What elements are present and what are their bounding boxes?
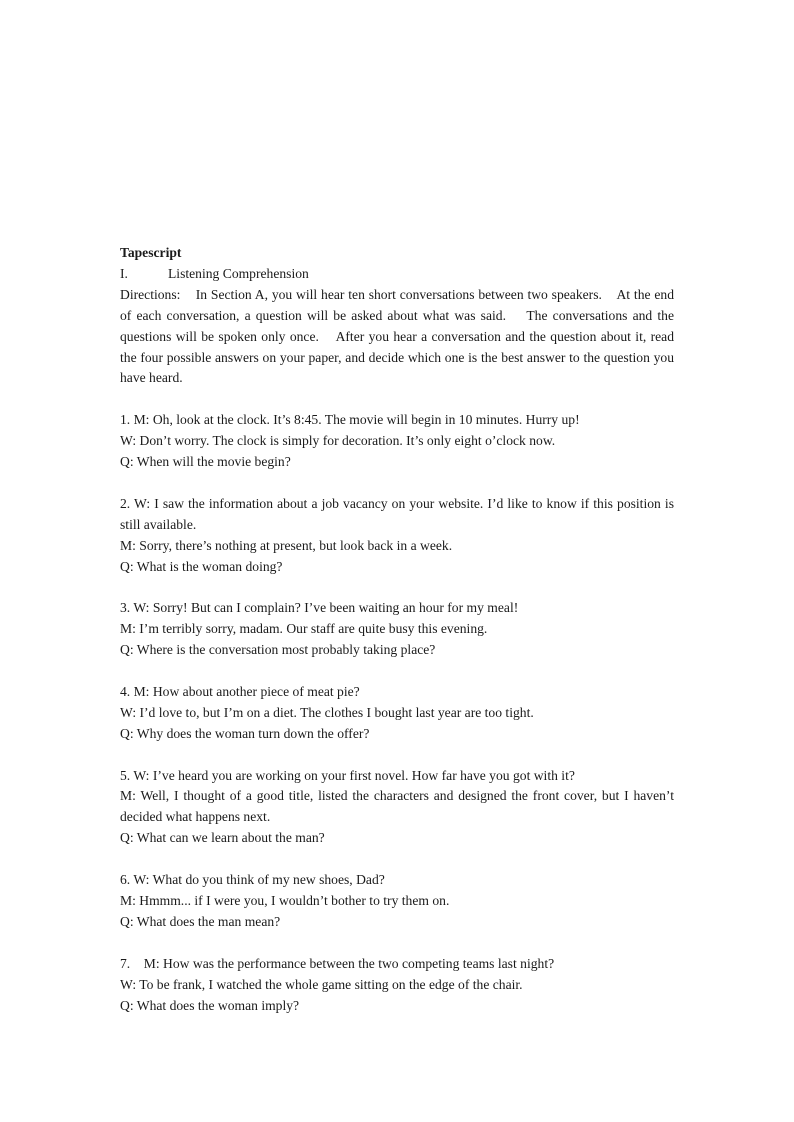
conversation-3 [120,598,674,661]
conversation-1 [120,410,674,473]
conversation-line: M: Well, I thought of a good title, listed the characters and designed the front cover, but I haven’t decided what happens next. [120,788,674,825]
conversation-line: 4. M: How about another piece of meat pie? [120,683,360,699]
conversation-5 [120,766,674,850]
section-number: I. [120,265,128,281]
conversation-question: Q: What does the man mean? [120,913,281,929]
conversation-line: W: Don’t worry. The clock is simply for decoration. It’s only eight o’clock now. [120,433,556,449]
conversation-question: Q: What can we learn about the man? [120,830,325,846]
conversation-4 [120,682,674,745]
conversation-line: 3. W: Sorry! But can I complain? I’ve been waiting an hour for my meal! [120,600,519,616]
conversation-question: Q: Why does the woman turn down the offer? [120,725,370,741]
conversation-line: 6. W: What do you think of my new shoes, Dad? [120,872,385,888]
conversation-6 [120,870,674,933]
conversation-line: 7. M: How was the performance between the two competing teams last night? [120,955,555,971]
conversation-question: Q: Where is the conversation most probably taking place? [120,642,436,658]
conversation-line: 1. M: Oh, look at the clock. It’s 8:45. The movie will begin in 10 minutes. Hurry up! [120,412,580,428]
conversation-line: W: I’d love to, but I’m on a diet. The clothes I bought last year are too tight. [120,704,534,720]
conversation-question: Q: What does the woman imply? [120,997,300,1013]
conversation-line: M: I’m terribly sorry, madam. Our staff are quite busy this evening. [120,621,488,637]
conversation-line: W: To be frank, I watched the whole game sitting on the edge of the chair. [120,976,523,992]
conversation-question: Q: When will the movie begin? [120,454,291,470]
conversation-line: 5. W: I’ve heard you are working on your first novel. How far have you got with it? [120,767,575,783]
directions-paragraph: Directions: In Section A, you will hear ten short conversations between two speakers. At the end of each conversation, a question will be asked about what was said. The conversations and the questions will be spoken only once. After you hear a conversation and the question about it, read the four possible answers on your paper, and decide which one is the best answer to the question you have heard. [120,286,674,386]
conversation-2 [120,494,674,578]
page-title: Tapescript [120,245,182,260]
document-page [120,243,674,1016]
section-heading [120,264,674,285]
conversation-line: 2. W: I saw the information about a job vacancy on your website. I’d like to know if this position is still available. [120,495,674,532]
conversation-line: M: Hmmm... if I were you, I wouldn’t bother to try them on. [120,893,450,908]
conversation-7 [120,954,674,1017]
conversation-line: M: Sorry, there’s nothing at present, but look back in a week. [120,537,453,553]
section-label: Listening Comprehension [168,265,309,281]
conversation-question: Q: What is the woman doing? [120,558,283,574]
